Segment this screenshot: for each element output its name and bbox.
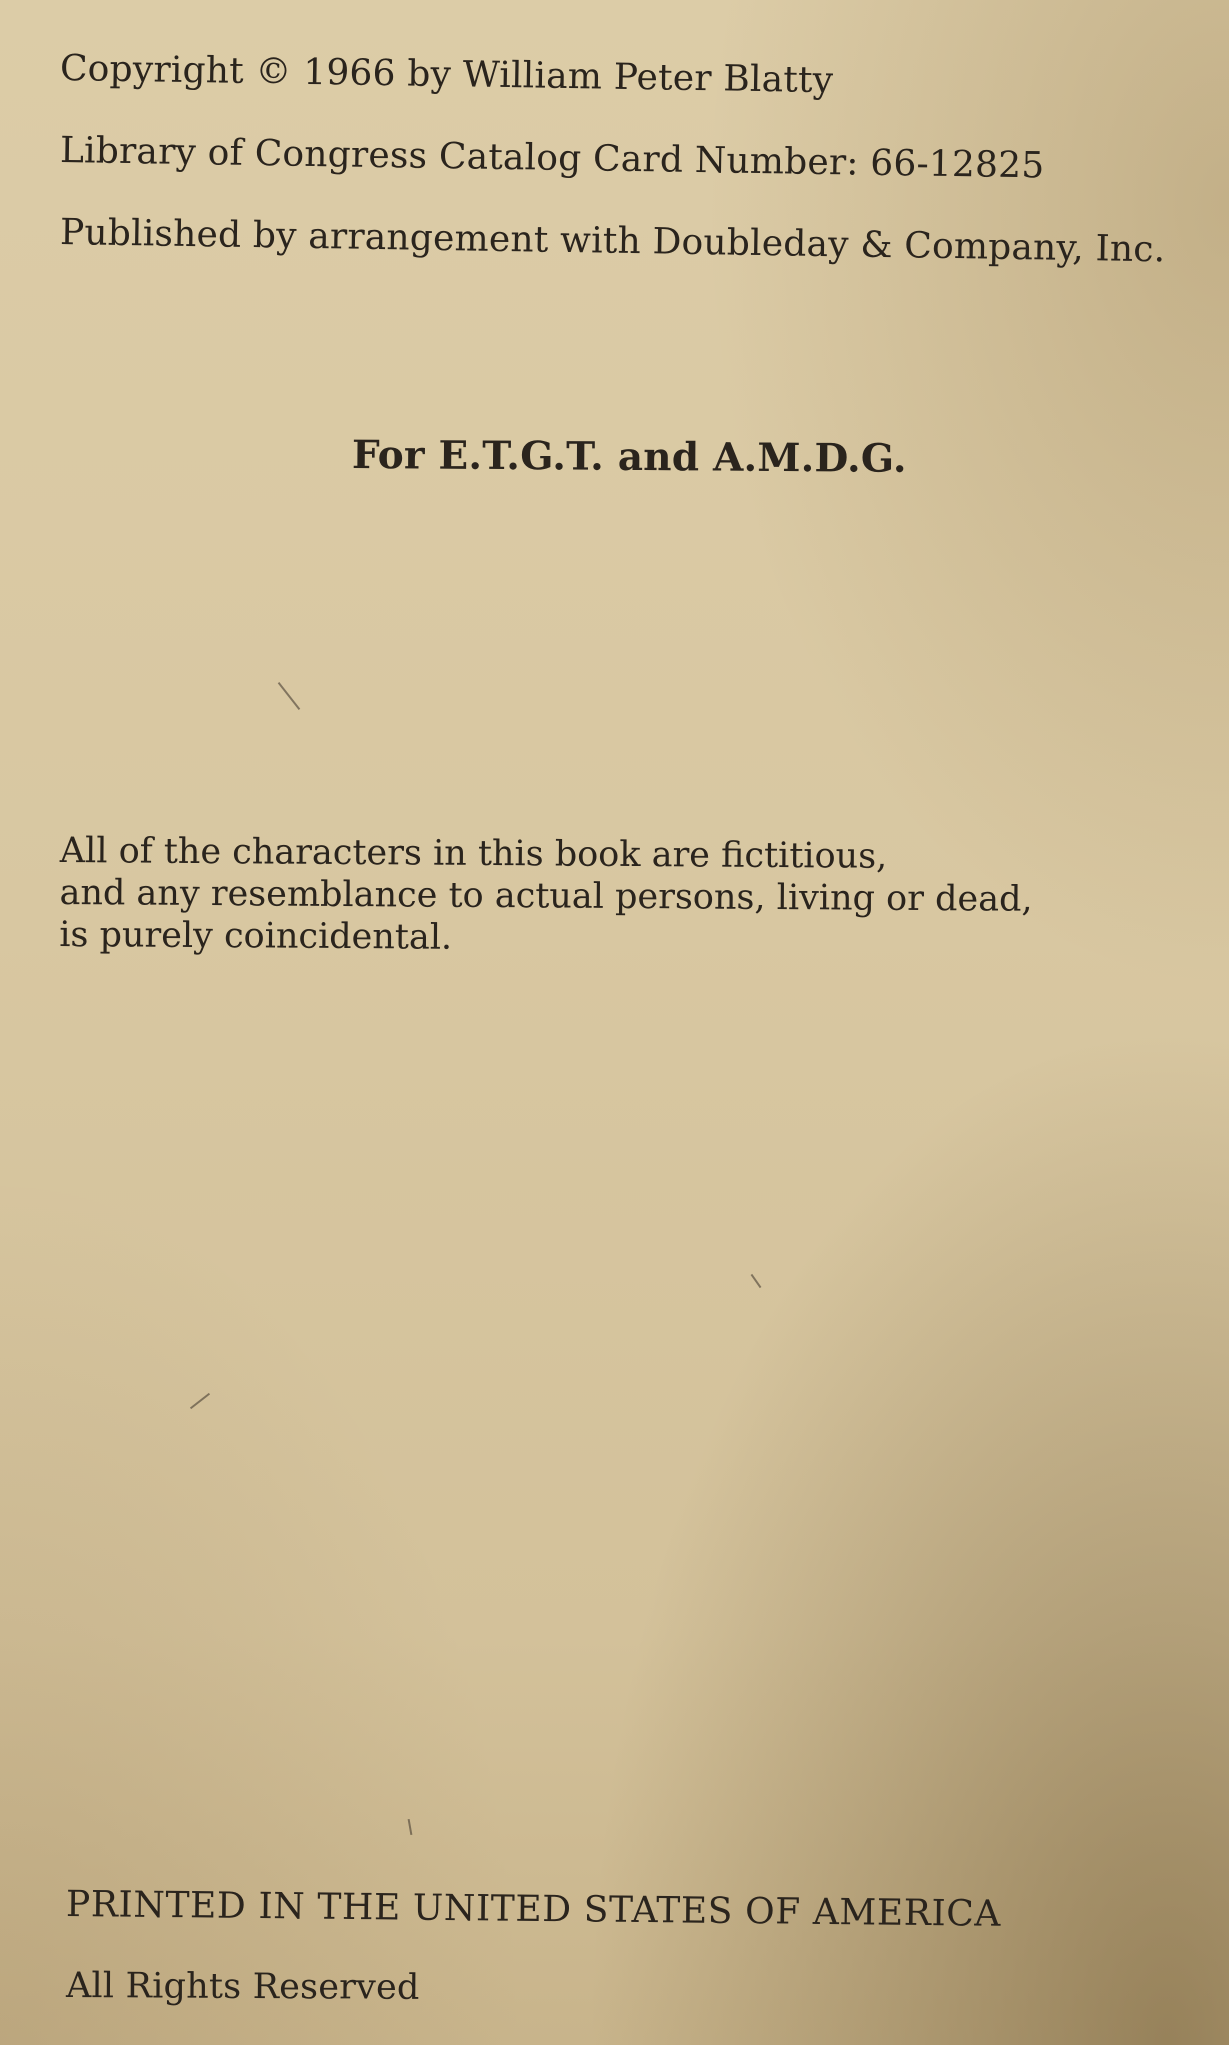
dedication: For E.T.G.T. and A.M.D.G. <box>351 432 907 482</box>
publisher-note: Published by arrangement with Doubleday & Company, Inc. <box>59 212 1166 271</box>
catalog-card-number: Library of Congress Catalog Card Number: 66-12825 <box>59 130 1045 187</box>
disclaimer-line: is purely coincidental. <box>59 914 453 958</box>
paper-speck <box>190 1393 210 1409</box>
disclaimer-line: and any resemblance to actual persons, living or dead, <box>59 872 1033 920</box>
paper-speck <box>751 1274 762 1288</box>
disclaimer-line: All of the characters in this book are fictitious, <box>59 831 888 877</box>
printed-in-notice: PRINTED IN THE UNITED STATES OF AMERICA <box>65 1884 1002 1935</box>
paper-speck <box>278 682 301 710</box>
rights-notice: All Rights Reserved <box>65 1966 420 2008</box>
fiction-disclaimer <box>59 830 1033 963</box>
paper-speck <box>408 1819 413 1835</box>
copyright-notice: Copyright © 1966 by William Peter Blatty <box>59 48 834 102</box>
